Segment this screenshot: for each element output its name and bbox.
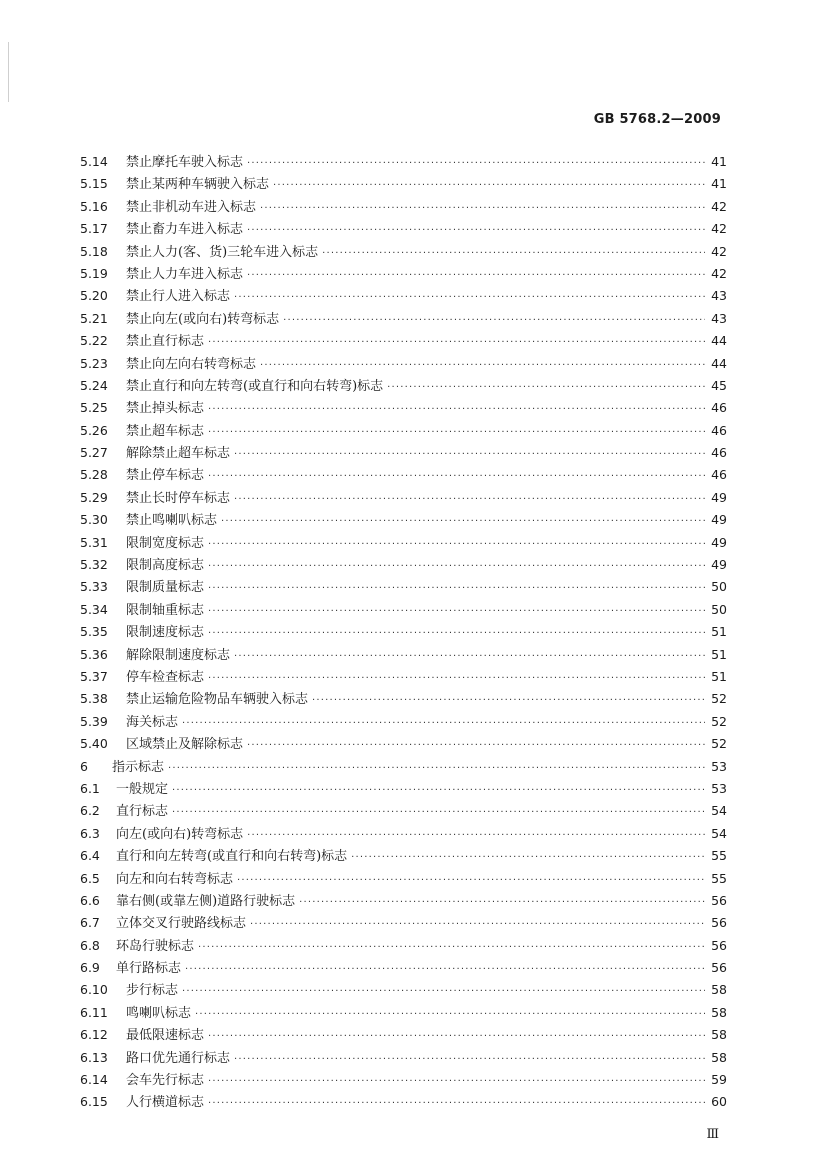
toc-dot-leader [234,444,705,466]
toc-entry-page: 52 [711,691,727,707]
toc-entry-page: 46 [711,400,727,416]
toc-entry[interactable] [80,420,727,442]
toc-entry-number: 6.1 [80,780,100,796]
toc-dot-leader [208,578,705,600]
toc-entry-title: 环岛行驶标志 [116,938,195,954]
toc-entry-title: 区域禁止及解除标志 [126,737,244,753]
toc-dot-leader [247,265,705,287]
toc-entry-page: 56 [711,915,727,931]
toc-entry[interactable] [80,151,727,173]
toc-dot-leader [182,713,705,735]
toc-entry-title: 禁止直行和向左转弯(或直行和向右转弯)标志 [126,378,384,394]
toc-entry-page: 44 [711,333,727,349]
toc-dot-leader [387,377,705,399]
toc-entry[interactable] [80,1002,727,1024]
toc-entry[interactable] [80,711,727,733]
toc-entry[interactable] [80,576,727,598]
toc-entry-number: 6.3 [80,825,100,841]
toc-entry-number: 5.23 [80,355,108,371]
toc-entry[interactable] [80,397,727,419]
toc-entry-title: 路口优先通行标志 [126,1050,231,1066]
toc-entry-page: 56 [711,960,727,976]
toc-entry-page: 56 [711,892,727,908]
toc-entry-number: 6.6 [80,892,100,908]
page-number-footer: Ⅲ [706,1127,719,1142]
toc-entry-title: 停车检查标志 [126,669,205,685]
toc-entry[interactable] [80,599,727,621]
toc-dot-leader [299,892,705,914]
toc-entry-page: 56 [711,937,727,953]
toc-entry-page: 49 [711,534,727,550]
toc-entry-page: 58 [711,1027,727,1043]
toc-dot-leader [322,243,705,265]
toc-entry[interactable] [80,868,727,890]
toc-entry-number: 6.7 [80,915,100,931]
toc-dot-leader [208,332,705,354]
toc-entry-number: 6.9 [80,960,100,976]
toc-entry[interactable] [80,688,727,710]
toc-dot-leader [247,220,705,242]
toc-entry[interactable] [80,800,727,822]
toc-entry-title: 禁止非机动车进入标志 [126,199,257,215]
toc-entry-number: 5.19 [80,265,108,281]
toc-entry[interactable] [80,644,727,666]
toc-entry-number: 5.33 [80,579,108,595]
toc-dot-leader [208,1093,705,1115]
toc-dot-leader [312,690,705,712]
toc-entry-title: 指示标志 [112,759,165,775]
toc-dot-leader [260,198,705,220]
toc-entry-number: 5.32 [80,557,108,573]
toc-entry[interactable] [80,957,727,979]
toc-entry-page: 53 [711,758,727,774]
toc-dot-leader [208,668,705,690]
toc-entry-title: 会车先行标志 [126,1073,205,1089]
toc-dot-leader [182,981,705,1003]
scan-edge-line [8,42,9,102]
toc-entry[interactable] [80,1047,727,1069]
toc-entry-title: 禁止鸣喇叭标志 [126,513,218,529]
toc-dot-leader [234,646,705,668]
toc-entry-title: 限制宽度标志 [126,535,205,551]
toc-dot-leader [208,399,705,421]
toc-entry-page: 51 [711,624,727,640]
toc-dot-leader [208,466,705,488]
toc-entry-title: 单行路标志 [116,961,182,977]
toc-entry-number: 6.2 [80,803,100,819]
toc-entry-title: 禁止某两种车辆驶入标志 [126,177,270,193]
toc-entry-title: 限制质量标志 [126,580,205,596]
toc-entry-page: 41 [711,154,727,169]
toc-entry-number: 6.13 [80,1049,108,1065]
toc-entry-title: 禁止人力车进入标志 [126,266,244,282]
toc-entry[interactable] [80,554,727,576]
toc-entry-page: 49 [711,489,727,505]
toc-entry-title: 禁止行人进入标志 [126,289,231,305]
toc-entry-page: 60 [711,1094,727,1110]
toc-entry-title: 禁止掉头标志 [126,401,205,417]
toc-dot-leader [234,489,705,511]
toc-dot-leader [351,847,705,869]
toc-entry[interactable] [80,375,727,397]
toc-dot-leader [247,825,705,847]
toc-entry[interactable] [80,464,727,486]
toc-dot-leader [234,287,705,309]
toc-dot-leader [208,534,705,556]
toc-entry[interactable] [80,778,727,800]
toc-entry-title: 解除禁止超车标志 [126,446,231,462]
toc-entry-page: 42 [711,221,727,237]
toc-entry[interactable] [80,979,727,1001]
toc-entry-number: 6.11 [80,1004,108,1020]
toc-dot-leader [208,556,705,578]
toc-entry[interactable] [80,621,727,643]
toc-entry-number: 5.25 [80,400,108,416]
toc-entry-number: 5.31 [80,534,108,550]
toc-entry-page: 45 [711,377,727,393]
toc-entry-title: 禁止畜力车进入标志 [126,222,244,238]
toc-entry-page: 41 [711,176,727,192]
toc-entry-number: 6 [80,758,88,774]
toc-entry-title: 解除限制速度标志 [126,647,231,663]
toc-entry-number: 5.17 [80,221,108,237]
toc-dot-leader [208,601,705,623]
toc-entry-title: 最低限速标志 [126,1028,205,1044]
toc-entry[interactable] [80,173,727,195]
toc-entry-title: 海关标志 [126,714,179,730]
toc-entry-page: 58 [711,1049,727,1065]
toc-entry-number: 5.39 [80,713,108,729]
toc-entry-page: 54 [711,803,727,819]
document-id-header: GB 5768.2—2009 [593,112,721,127]
toc-entry-number: 5.16 [80,198,108,214]
toc-entry-title: 人行横道标志 [126,1095,205,1111]
toc-entry-title: 禁止超车标志 [126,423,205,439]
toc-entry-number: 6.4 [80,848,100,864]
toc-entry-number: 6.15 [80,1094,108,1110]
toc-entry[interactable] [80,756,727,778]
toc-entry-title: 禁止向左向右转弯标志 [126,356,257,372]
toc-entry-title: 禁止向左(或向右)转弯标志 [126,311,280,327]
toc-entry-number: 5.24 [80,377,108,393]
toc-entry-page: 50 [711,601,727,617]
toc-entry[interactable] [80,196,727,218]
toc-entry-page: 51 [711,646,727,662]
toc-entry-page: 58 [711,1004,727,1020]
toc-entry-page: 43 [711,288,727,304]
table-of-contents [80,151,727,1114]
toc-entry-number: 5.38 [80,691,108,707]
toc-entry-title: 禁止运输危险物品车辆驶入标志 [126,692,309,708]
toc-entry-title: 限制高度标志 [126,558,205,574]
toc-entry-page: 43 [711,310,727,326]
toc-entry[interactable] [80,1091,727,1113]
toc-entry[interactable] [80,218,727,240]
toc-dot-leader [283,310,705,332]
toc-entry-number: 5.34 [80,601,108,617]
toc-entry[interactable] [80,330,727,352]
toc-dot-leader [208,422,705,444]
toc-entry-number: 5.14 [80,154,108,169]
toc-entry-number: 5.26 [80,422,108,438]
toc-entry-title: 禁止停车标志 [126,468,205,484]
toc-entry-title: 直行和向左转弯(或直行和向右转弯)标志 [116,849,348,865]
toc-entry[interactable] [80,532,727,554]
toc-entry[interactable] [80,890,727,912]
toc-entry-title: 禁止摩托车驶入标志 [126,155,244,170]
toc-entry-page: 52 [711,736,727,752]
toc-entry-number: 5.20 [80,288,108,304]
toc-dot-leader [185,959,705,981]
toc-entry[interactable] [80,509,727,531]
toc-entry-title: 禁止直行标志 [126,334,205,350]
toc-entry-number: 5.28 [80,467,108,483]
toc-entry-number: 5.22 [80,333,108,349]
toc-dot-leader [234,1049,705,1071]
toc-entry-page: 59 [711,1072,727,1088]
toc-entry-number: 6.14 [80,1072,108,1088]
toc-entry-page: 46 [711,422,727,438]
toc-dot-leader [247,735,705,757]
toc-dot-leader [221,511,705,533]
toc-entry[interactable] [80,1069,727,1091]
toc-entry-page: 51 [711,668,727,684]
toc-entry[interactable] [80,935,727,957]
toc-entry[interactable] [80,912,727,934]
toc-entry[interactable] [80,263,727,285]
toc-entry[interactable] [80,1024,727,1046]
toc-dot-leader [250,914,705,936]
toc-dot-leader [195,1004,705,1026]
toc-entry-page: 49 [711,557,727,573]
toc-entry-title: 靠右侧(或靠左侧)道路行驶标志 [116,893,296,909]
toc-entry[interactable] [80,487,727,509]
toc-entry-title: 向左和向右转弯标志 [116,871,234,887]
toc-entry-page: 42 [711,265,727,281]
toc-entry-number: 6.5 [80,870,100,886]
toc-entry-page: 54 [711,825,727,841]
toc-entry-number: 6.10 [80,982,108,998]
toc-entry[interactable] [80,241,727,263]
toc-dot-leader [273,175,705,197]
toc-entry-title: 一般规定 [116,781,169,797]
toc-entry-title: 直行标志 [116,804,169,820]
toc-entry-page: 58 [711,982,727,998]
toc-entry-page: 42 [711,198,727,214]
toc-entry[interactable] [80,353,727,375]
toc-entry-title: 鸣喇叭标志 [126,1005,192,1021]
toc-entry-page: 44 [711,355,727,371]
toc-entry-number: 5.40 [80,736,108,752]
toc-entry-number: 5.30 [80,512,108,528]
toc-entry-number: 5.18 [80,243,108,259]
toc-dot-leader [172,802,705,824]
toc-entry-title: 禁止人力(客、货)三轮车进入标志 [126,244,319,260]
toc-entry-page: 50 [711,579,727,595]
toc-entry-number: 6.12 [80,1027,108,1043]
toc-entry-number: 5.15 [80,176,108,192]
toc-entry-title: 禁止长时停车标志 [126,490,231,506]
toc-dot-leader [168,758,705,780]
toc-entry-number: 5.29 [80,489,108,505]
toc-dot-leader [208,623,705,645]
toc-entry-number: 6.8 [80,937,100,953]
toc-entry[interactable] [80,308,727,330]
toc-entry-number: 5.36 [80,646,108,662]
toc-entry-page: 55 [711,870,727,886]
toc-dot-leader [247,153,705,175]
toc-entry-page: 52 [711,713,727,729]
toc-entry-title: 步行标志 [126,983,179,999]
toc-entry-title: 限制速度标志 [126,625,205,641]
toc-entry-page: 53 [711,780,727,796]
toc-entry-title: 立体交叉行驶路线标志 [116,916,247,932]
toc-entry-page: 42 [711,243,727,259]
toc-dot-leader [208,1071,705,1093]
toc-entry[interactable] [80,285,727,307]
toc-entry[interactable] [80,823,727,845]
toc-dot-leader [198,937,705,959]
toc-entry-title: 向左(或向右)转弯标志 [116,826,244,842]
toc-entry[interactable] [80,733,727,755]
toc-dot-leader [260,355,705,377]
toc-entry[interactable] [80,442,727,464]
toc-entry-page: 49 [711,512,727,528]
toc-entry-page: 46 [711,445,727,461]
toc-entry-number: 5.35 [80,624,108,640]
toc-entry-number: 5.27 [80,445,108,461]
toc-entry-number: 5.21 [80,310,108,326]
toc-entry-title: 限制轴重标志 [126,602,205,618]
toc-entry[interactable] [80,845,727,867]
toc-dot-leader [237,870,705,892]
toc-entry-page: 46 [711,467,727,483]
toc-dot-leader [208,1026,705,1048]
toc-entry[interactable] [80,666,727,688]
toc-entry-number: 5.37 [80,668,108,684]
toc-entry-page: 55 [711,848,727,864]
toc-dot-leader [172,780,705,802]
